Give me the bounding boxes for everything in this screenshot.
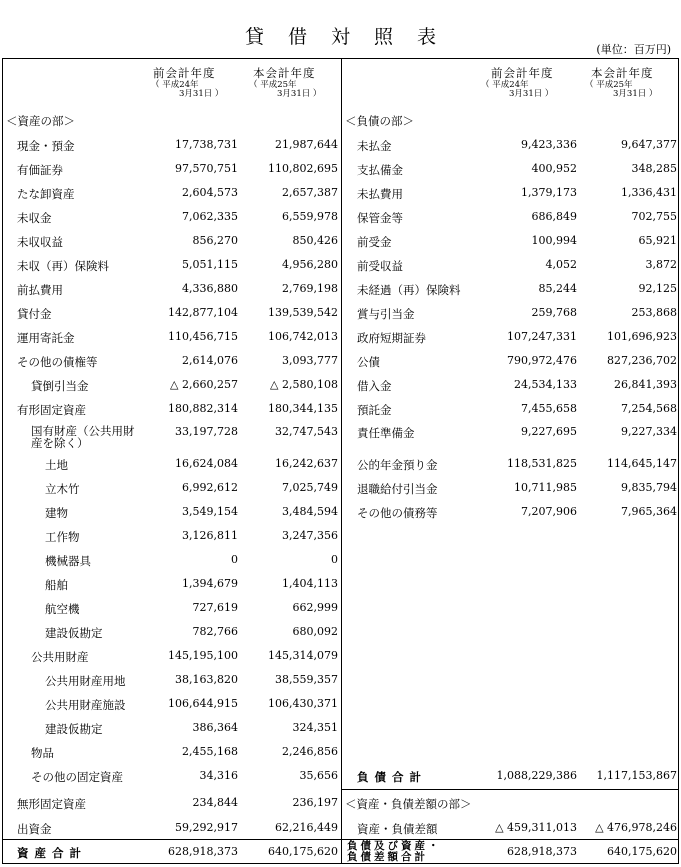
liability-prev-value: 1,379,173 [521, 186, 577, 199]
asset-prev-value: 59,292,917 [175, 821, 238, 834]
liability-curr-value: 9,647,377 [621, 138, 677, 151]
assets-curr-date-line2: 3月31日 ） [277, 89, 322, 99]
asset-prev-value: 0 [231, 553, 238, 566]
assets-section-label: ＜資産の部＞ [6, 114, 75, 128]
asset-label: 建物 [45, 506, 68, 520]
assets-total-prev: 628,918,373 [168, 845, 238, 858]
asset-label: 有価証券 [17, 163, 63, 177]
liability-curr-value: 827,236,702 [607, 354, 677, 367]
liabilities-total-label: 負債合計 [357, 770, 427, 784]
asset-prev-value: 5,051,115 [182, 258, 238, 271]
liab-prev-date [481, 81, 553, 99]
asset-label: 無形固定資産 [17, 797, 86, 811]
asset-curr-value: 16,242,637 [275, 457, 338, 470]
asset-label: 工作物 [45, 530, 80, 544]
assets-prev-header: 前会計年度 [153, 66, 216, 80]
total-separator [3, 839, 678, 840]
asset-label: 運用寄託金 [17, 331, 75, 345]
liability-curr-value: 3,872 [645, 258, 677, 271]
asset-prev-value: 145,195,100 [168, 649, 238, 662]
liability-label: 借入金 [357, 379, 392, 393]
asset-curr-value: 7,025,749 [282, 481, 338, 494]
net-curr-value: △ 476,978,246 [595, 821, 677, 834]
asset-curr-value: 4,956,280 [282, 258, 338, 271]
asset-prev-value: △ 2,660,257 [170, 378, 238, 391]
liability-label: 前受収益 [357, 259, 403, 273]
asset-curr-value: 106,742,013 [268, 330, 338, 343]
asset-label: 貸付金 [17, 307, 52, 321]
asset-label: 貸倒引当金 [31, 379, 89, 393]
grand-total-curr: 640,175,620 [607, 845, 677, 858]
asset-label: 建設仮勘定 [45, 722, 103, 736]
asset-label: 未収（再）保険料 [17, 259, 109, 273]
asset-prev-value: 727,619 [192, 601, 238, 614]
asset-label: 公共用財産 [31, 650, 89, 664]
liability-prev-value: 118,531,825 [507, 457, 577, 470]
asset-prev-value: 2,604,573 [182, 186, 238, 199]
liabilities-section-label: ＜負債の部＞ [345, 114, 414, 128]
liabilities-total-curr: 1,117,153,867 [596, 769, 677, 782]
liability-label: 未払費用 [357, 187, 403, 201]
asset-curr-value: 62,216,449 [275, 821, 338, 834]
asset-label: 公共用財産用地 [45, 674, 126, 688]
liability-label: 保管金等 [357, 211, 403, 225]
asset-curr-value: 850,426 [292, 234, 338, 247]
asset-curr-value: 106,430,371 [268, 697, 338, 710]
asset-curr-value: 21,987,644 [275, 138, 338, 151]
liability-curr-value: 1,336,431 [621, 186, 677, 199]
asset-label: 未収収益 [17, 235, 63, 249]
asset-prev-value: 6,992,612 [182, 481, 238, 494]
asset-curr-value: 38,559,357 [275, 673, 338, 686]
asset-prev-value: 386,364 [192, 721, 238, 734]
asset-prev-value: 17,738,731 [175, 138, 238, 151]
asset-prev-value: 856,270 [192, 234, 238, 247]
asset-curr-value: 3,093,777 [282, 354, 338, 367]
page-title: 貸借対照表 [244, 26, 460, 48]
asset-label: 有形固定資産 [17, 403, 86, 417]
asset-prev-value: 180,882,314 [168, 402, 238, 415]
assets-curr-date-line1: （ 平成25年 [249, 80, 297, 90]
asset-label: 船舶 [45, 578, 68, 592]
asset-curr-value: 180,344,135 [268, 402, 338, 415]
liability-label: 公債 [357, 355, 380, 369]
asset-label: その他の債権等 [17, 355, 98, 369]
asset-prev-value: 234,844 [192, 796, 238, 809]
asset-prev-value: 110,456,715 [168, 330, 238, 343]
asset-prev-value: 34,316 [199, 769, 238, 782]
liability-label: 責任準備金 [357, 426, 415, 440]
asset-label: 出資金 [17, 822, 52, 836]
asset-label: 公共用財産施設 [45, 698, 126, 712]
asset-curr-value: △ 2,580,108 [270, 378, 338, 391]
liability-label: 未払金 [357, 139, 392, 153]
liability-label: その他の債務等 [357, 506, 438, 520]
asset-prev-value: 2,614,076 [182, 354, 238, 367]
liability-curr-value: 7,965,364 [621, 505, 677, 518]
liab-curr-date-line2: 3月31日 ） [613, 89, 658, 99]
liability-label: 支払備金 [357, 163, 403, 177]
asset-curr-value: 3,484,594 [282, 505, 338, 518]
net-section-label: ＜資産・負債差額の部＞ [345, 797, 472, 811]
liability-curr-value: 114,645,147 [607, 457, 677, 470]
asset-prev-value: 1,394,679 [182, 577, 238, 590]
liability-curr-value: 65,921 [638, 234, 677, 247]
liability-prev-value: 686,849 [531, 210, 577, 223]
assets-total-curr: 640,175,620 [268, 845, 338, 858]
asset-curr-value: 110,802,695 [268, 162, 338, 175]
asset-prev-value: 7,062,335 [182, 210, 238, 223]
liability-label: 前受金 [357, 235, 392, 249]
assets-prev-date-line2: 3月31日 ） [179, 89, 224, 99]
asset-label: 建設仮勘定 [45, 626, 103, 640]
liability-prev-value: 107,247,331 [507, 330, 577, 343]
liability-curr-value: 26,841,393 [614, 378, 677, 391]
unit-note: (単位：百万円) [596, 43, 671, 56]
asset-label: 立木竹 [45, 482, 80, 496]
liability-prev-value: 259,768 [531, 306, 577, 319]
liab-curr-date-line1: （ 平成25年 [585, 80, 633, 90]
liability-label: 預託金 [357, 403, 392, 417]
liability-prev-value: 24,534,133 [514, 378, 577, 391]
asset-label: 国有財産（公共用財産を除く） [31, 424, 135, 450]
asset-label: 機械器具 [45, 554, 91, 568]
liability-curr-value: 7,254,568 [621, 402, 677, 415]
balance-sheet-table [2, 58, 679, 864]
liability-prev-value: 100,994 [531, 234, 577, 247]
asset-curr-value: 2,769,198 [282, 282, 338, 295]
grand-total-label-1: 負債及び資産・ [347, 840, 442, 852]
asset-curr-value: 2,246,856 [282, 745, 338, 758]
asset-prev-value: 782,766 [192, 625, 238, 638]
asset-curr-value: 3,247,356 [282, 529, 338, 542]
liability-prev-value: 85,244 [538, 282, 577, 295]
liability-label: 未経過（再）保険料 [357, 283, 461, 297]
liability-curr-value: 348,285 [631, 162, 677, 175]
asset-label: 物品 [31, 746, 54, 760]
liability-prev-value: 400,952 [531, 162, 577, 175]
assets-prev-date [151, 81, 223, 99]
asset-prev-value: 97,570,751 [175, 162, 238, 175]
asset-prev-value: 142,877,104 [168, 306, 238, 319]
assets-prev-date-line1: （ 平成24年 [151, 80, 199, 90]
net-label: 資産・負債差額 [357, 822, 438, 836]
liability-label: 賞与引当金 [357, 307, 415, 321]
grand-total-label-2: 負債差額合計 [347, 851, 428, 863]
assets-curr-header: 本会計年度 [253, 66, 316, 80]
asset-label: その他の固定資産 [31, 770, 123, 784]
liability-prev-value: 7,207,906 [521, 505, 577, 518]
liability-prev-value: 7,455,658 [521, 402, 577, 415]
asset-label: 現金・預金 [17, 139, 75, 153]
liability-curr-value: 101,696,923 [607, 330, 677, 343]
liability-curr-value: 253,868 [631, 306, 677, 319]
asset-label: 土地 [45, 458, 68, 472]
liability-prev-value: 9,423,336 [521, 138, 577, 151]
asset-prev-value: 33,197,728 [175, 425, 238, 438]
liability-prev-value: 10,711,985 [514, 481, 577, 494]
liability-label: 退職給付引当金 [357, 482, 438, 496]
asset-curr-value: 236,197 [292, 796, 338, 809]
grand-total-prev: 628,918,373 [507, 845, 577, 858]
asset-curr-value: 35,656 [299, 769, 338, 782]
liab-prev-date-line2: 3月31日 ） [509, 89, 554, 99]
asset-curr-value: 145,314,079 [268, 649, 338, 662]
liabilities-total-prev: 1,088,229,386 [496, 769, 577, 782]
asset-curr-value: 2,657,387 [282, 186, 338, 199]
liability-total-separator [341, 789, 678, 790]
asset-curr-value: 139,539,542 [268, 306, 338, 319]
liab-curr-date [585, 81, 657, 99]
liability-prev-value: 790,972,476 [507, 354, 577, 367]
asset-prev-value: 2,455,168 [182, 745, 238, 758]
liability-curr-value: 702,755 [631, 210, 677, 223]
liability-label: 政府短期証券 [357, 331, 426, 345]
asset-label: 前払費用 [17, 283, 63, 297]
asset-curr-value: 32,747,543 [275, 425, 338, 438]
liab-curr-header: 本会計年度 [591, 66, 654, 80]
asset-label: 航空機 [45, 602, 80, 616]
asset-label: たな卸資産 [17, 187, 75, 201]
liab-prev-date-line1: （ 平成24年 [481, 80, 529, 90]
asset-curr-value: 662,999 [292, 601, 338, 614]
assets-total-label: 資産合計 [17, 846, 87, 860]
liability-curr-value: 9,835,794 [621, 481, 677, 494]
asset-prev-value: 16,624,084 [175, 457, 238, 470]
asset-label: 未収金 [17, 211, 52, 225]
assets-curr-date [249, 81, 321, 99]
liability-prev-value: 4,052 [545, 258, 577, 271]
asset-prev-value: 38,163,820 [175, 673, 238, 686]
liability-curr-value: 9,227,334 [621, 425, 677, 438]
column-divider [341, 59, 342, 863]
liability-label: 公的年金預り金 [357, 458, 438, 472]
asset-curr-value: 680,092 [292, 625, 338, 638]
liability-prev-value: 9,227,695 [521, 425, 577, 438]
asset-curr-value: 1,404,113 [282, 577, 338, 590]
liab-prev-header: 前会計年度 [491, 66, 554, 80]
liability-curr-value: 92,125 [638, 282, 677, 295]
asset-curr-value: 0 [331, 553, 338, 566]
asset-curr-value: 324,351 [292, 721, 338, 734]
net-prev-value: △ 459,311,013 [495, 821, 577, 834]
asset-prev-value: 106,644,915 [168, 697, 238, 710]
asset-prev-value: 3,126,811 [182, 529, 238, 542]
asset-curr-value: 6,559,978 [282, 210, 338, 223]
asset-prev-value: 4,336,880 [182, 282, 238, 295]
asset-prev-value: 3,549,154 [182, 505, 238, 518]
